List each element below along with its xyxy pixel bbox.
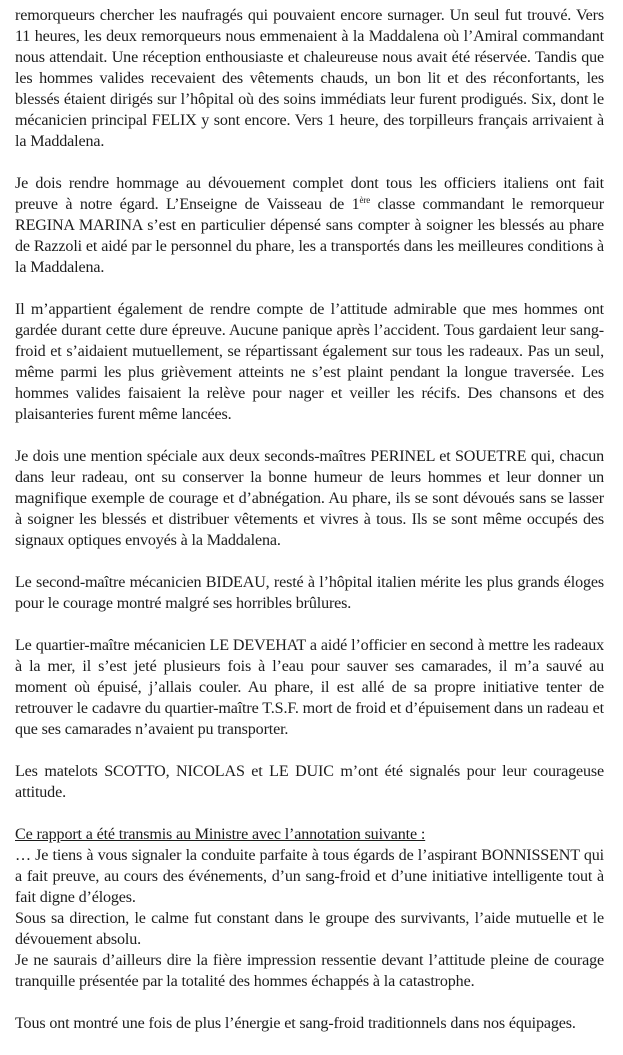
paragraph-closing: Tous ont montré une fois de plus l’énergie et sang-froid traditionnels dans nos équipages. — [15, 1015, 576, 1032]
paragraph-italian-officers — [15, 173, 604, 278]
paragraph-rescue-maddalena: remorqueurs chercher les naufragés qui pouvaient encore surnager. Un seul fut trouvé. Vers 11 heures, les deux remorqueurs nous emmenaient à la Maddalena où l’Amiral commandant nous attendait. Une réception enthousiaste et chaleureuse nous avait été réservée. Tandis que les hommes valides recevaient des vêtements chauds, un bon lit et des réconfortants, les blessés étaient dirigés sur l’hôpital où des soins immédiats leur furent prodigués. Six, dont le mécanicien principal FELIX y sont encore. Vers 1 heure, des torpilleurs français arrivaient à la Maddalena. — [15, 7, 604, 150]
annotation-block — [15, 824, 604, 992]
paragraph-text: Je dois rendre hommage au dévouement complet dont tous les officiers italiens ont fait preuve à notre égard. L’Enseigne de Vaisseau de 1 — [15, 175, 604, 213]
paragraph-perinel-souetre: Je dois une mention spéciale aux deux seconds-maîtres PERINEL et SOUETRE qui, chacun dans leur radeau, ont su conserver la bonne humeur de leurs hommes et leur donner un magnifique exemple de courage et d’abnégation. Au phare, ils se sont dévoués sans se lasser à soigner les blessés et distribuer vêtements et vivres à tous. Ils se sont même occupés des signaux optiques envoyés à la Maddalena. — [15, 448, 604, 549]
paragraph-le-devehat: Le quartier-maître mécanicien LE DEVEHAT a aidé l’officier en second à mettre les radeaux à la mer, il s’est jeté plusieurs fois à l’eau pour sauver ses camarades, il m’a sauvé au moment où épuisé, j’allais couler. Au phare, il est allé de sa propre initiative tenter de retrouver le cadavre du quartier-maître T.S.F. mort de froid et d’épuisement dans un radeau et que ses camarades n’avaient pu transporter. — [15, 637, 604, 738]
annotation-line: Sous sa direction, le calme fut constant dans le groupe des survivants, l’aide mutuelle et le dévouement absolu. — [15, 910, 604, 948]
document-page — [15, 5, 604, 1055]
superscript-ordinal: ère — [359, 195, 371, 205]
paragraph-bideau: Le second-maître mécanicien BIDEAU, resté à l’hôpital italien mérite les plus grands éloges pour le courage montré malgré ses horribles brûlures. — [15, 574, 604, 612]
annotation-heading: Ce rapport a été transmis au Ministre avec l’annotation suivante : — [15, 826, 426, 843]
annotation-line: Je ne saurais d’ailleurs dire la fière impression ressentie devant l’attitude pleine de courage tranquille présentée par la totalité des hommes échappés à la catastrophe. — [15, 952, 604, 990]
annotation-line: … Je tiens à vous signaler la conduite parfaite à tous égards de l’aspirant BONNISSENT qui a fait preuve, au cours des événements, d’un sang-froid et d’une initiative intelligente tout à fait digne d’éloges. — [15, 847, 604, 906]
paragraph-sailors: Les matelots SCOTTO, NICOLAS et LE DUIC m’ont été signalés pour leur courageuse attitude. — [15, 763, 604, 801]
paragraph-text: classe commandant le remorqueur REGINA MARINA s’est en particulier dépensé sans compter à soigner les blessés au phare de Razzoli et aidé par le personnel du phare, les a transportés dans les meilleures conditions à la Maddalena. — [15, 196, 604, 276]
paragraph-crew-attitude: Il m’appartient également de rendre compte de l’attitude admirable que mes hommes ont gardée durant cette dure épreuve. Aucune panique après l’accident. Tous gardaient leur sang-froid et s’aidaient mutuellement, se répartissant également sur tous les radeaux. Pas un seul, même parmi les plus grièvement atteints ne s’est plaint pendant la longue traversée. Les hommes valides faisaient la relève pour nager et veiller les récifs. Des chansons et des plaisanteries furent même lancées. — [15, 301, 604, 423]
